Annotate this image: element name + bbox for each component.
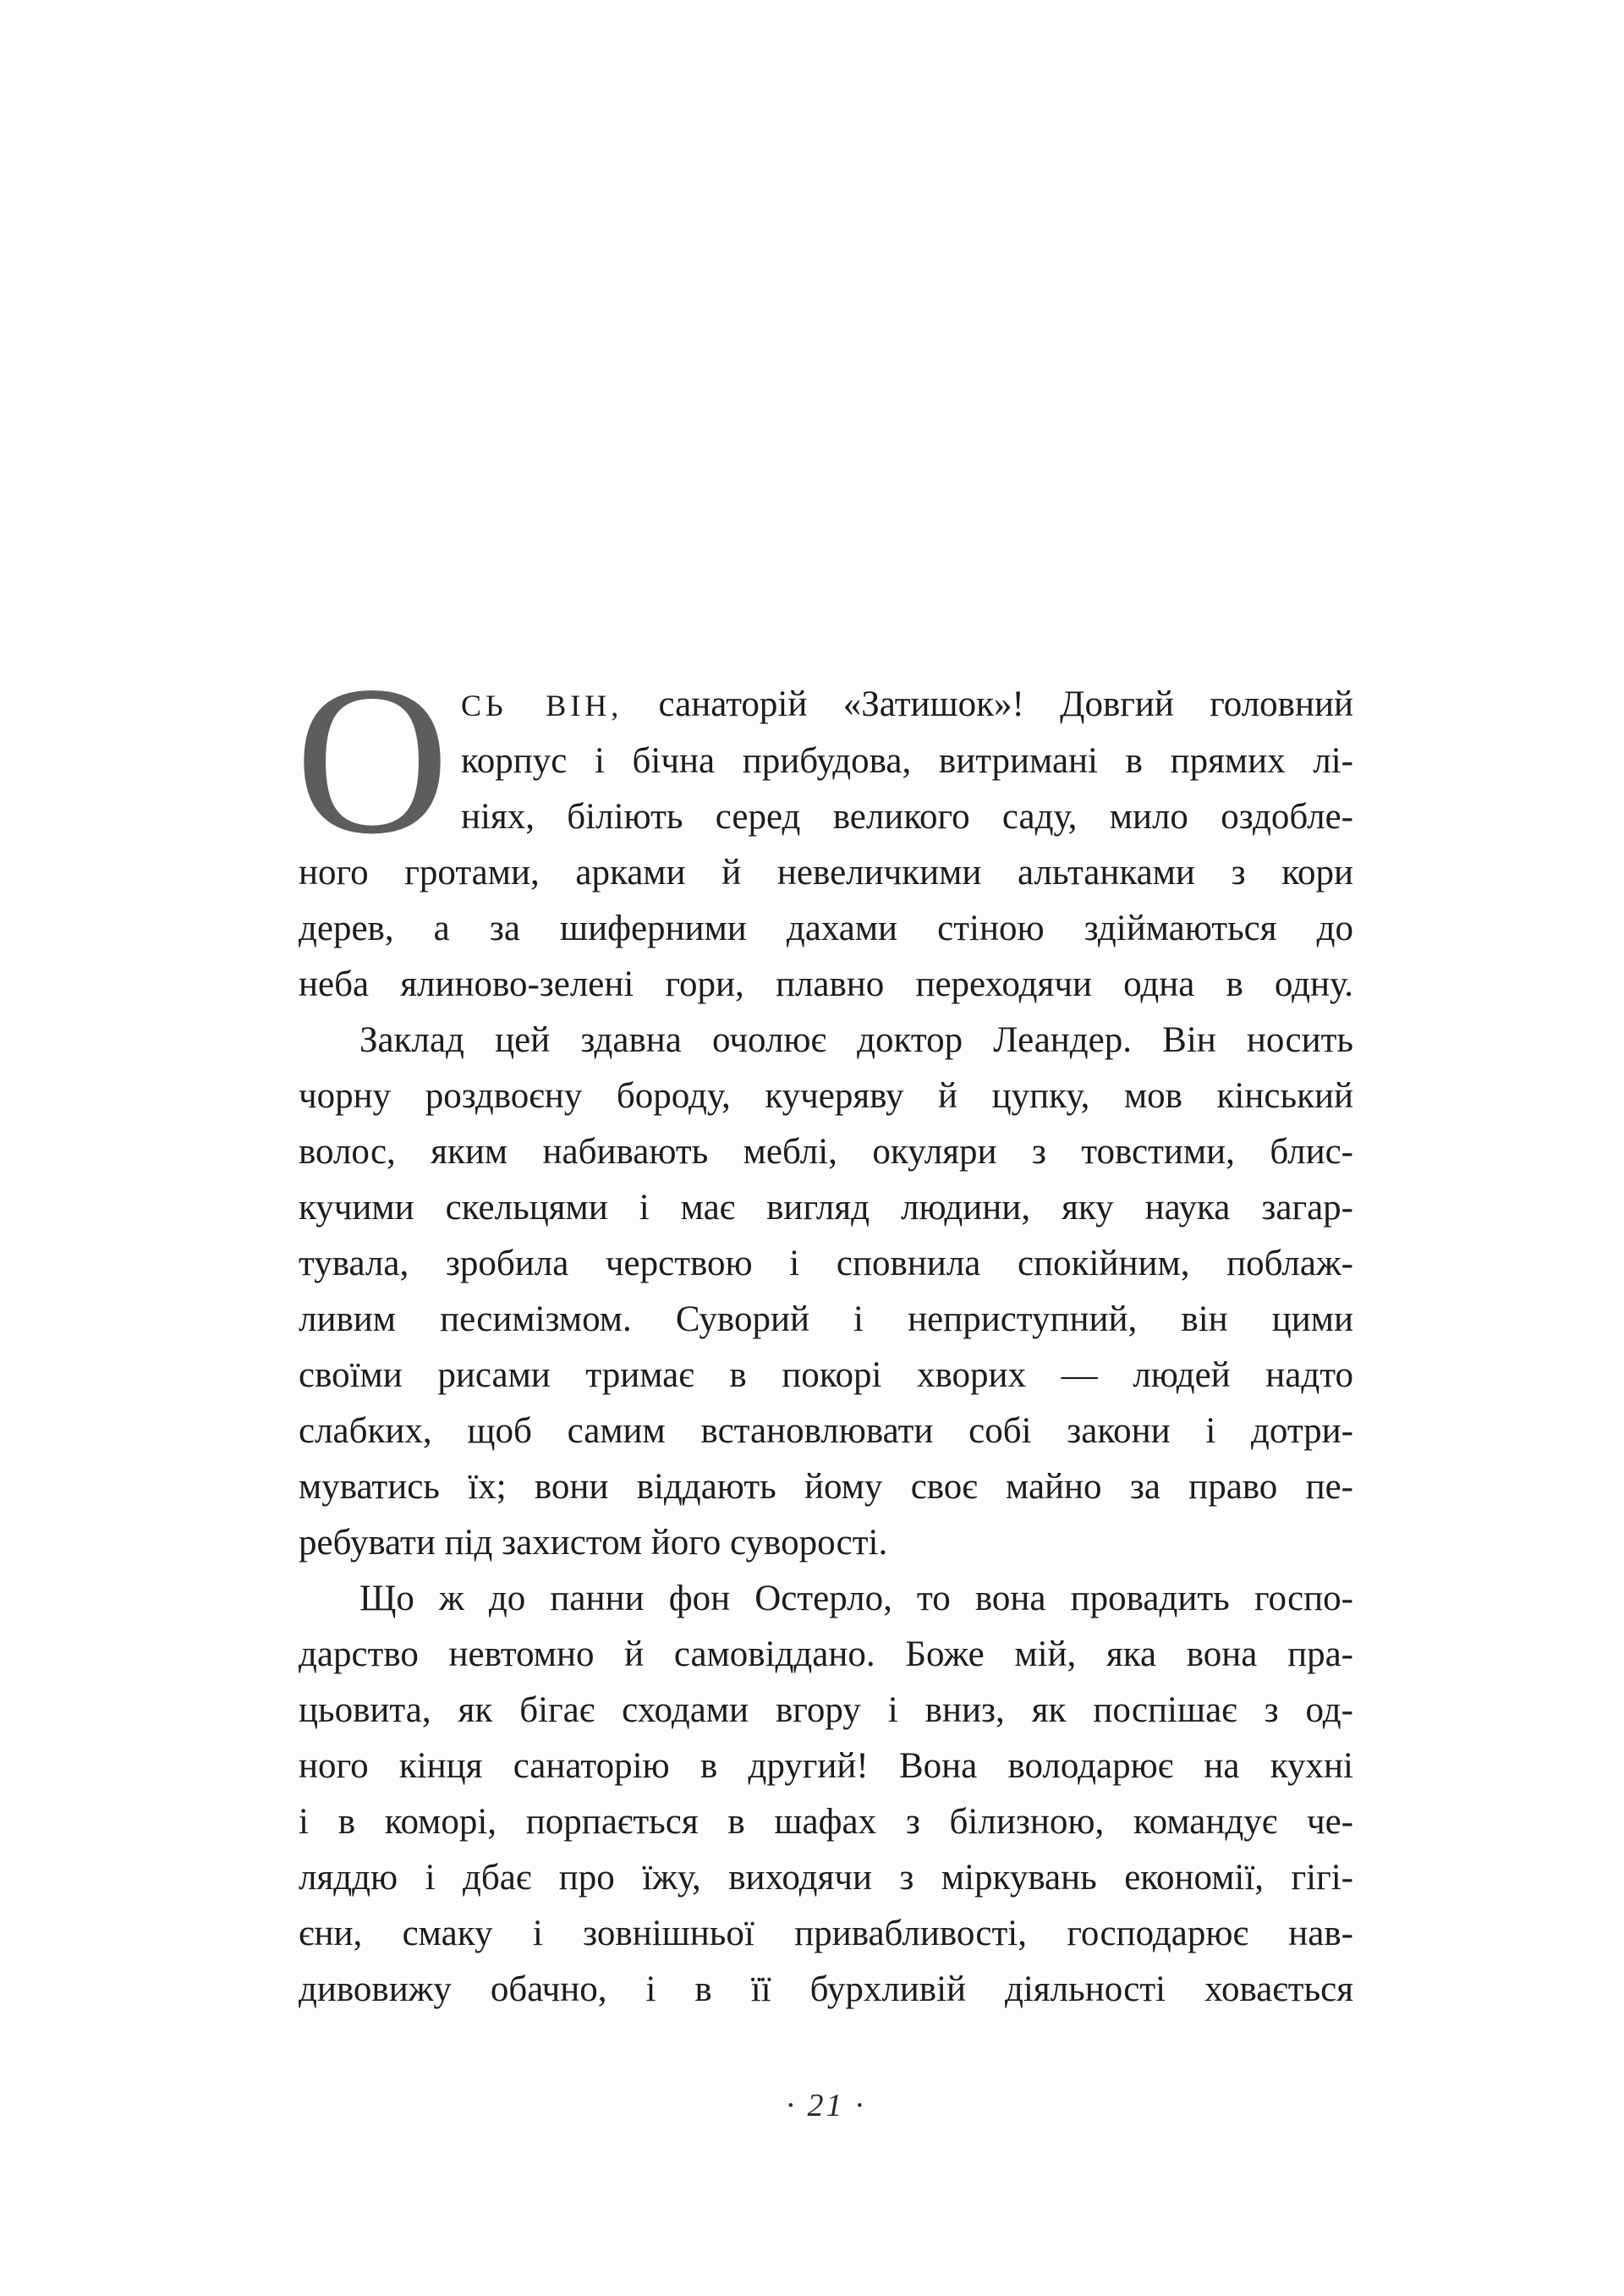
paragraph-3 (299, 1571, 1353, 2018)
text-line: корпус і бічна прибудова, витримані в прямих лі- (461, 741, 1353, 781)
text-line: волос, яким набивають меблі, окуляри з товстими, блис- (299, 1132, 1353, 1172)
text-line: Заклад цей здавна очолює доктор Леандер. Він носить (359, 1020, 1353, 1060)
paragraph-2 (299, 1013, 1353, 1571)
text-line: неба ялиново-зелені гори, плавно переходячи одна в одну. (299, 964, 1353, 1004)
page-number: · 21 · (786, 2088, 866, 2123)
text-line: єни, смаку і зовнішньої привабливості, господарює нав- (299, 1914, 1353, 1953)
text-line: ного кінця санаторію в другий! Вона володарює на кухні (299, 1746, 1353, 1786)
text-line: тувала, зробила черствою і сповнила спокійним, поблаж- (299, 1244, 1353, 1283)
text-line: чорну роздвоєну бороду, кучеряву й цупку, мов кінський (299, 1076, 1353, 1116)
text-line-rest: санаторій «Затишок»! Довгий головний (658, 684, 1354, 724)
text-line: ляддю і дбає про їжу, виходячи з міркувань економії, гігі- (299, 1858, 1353, 1898)
text-line: кучими скельцями і має вигляд людини, яку наука загар- (299, 1188, 1353, 1228)
text-block (295, 641, 1354, 2124)
text-line: Що ж до панни фон Остерло, то вона провадить госпо- (359, 1579, 1353, 1618)
text-line: ливим песимізмом. Суворий і неприступний, він цими (299, 1299, 1353, 1339)
text-line: дерев, а за шиферними дахами стіною здіймаються до (299, 909, 1353, 948)
text-line: муватись їх; вони віддають йому своє майно за право пе- (299, 1467, 1353, 1507)
text-line: цьовита, як бігає сходами вгору і вниз, як поспішає з од- (299, 1690, 1353, 1730)
text-line: дарство невтомно й самовіддано. Боже мій, яка вона пра- (299, 1634, 1353, 1674)
text-line: слабких, щоб самим встановлювати собі закони і дотри- (299, 1411, 1353, 1451)
drop-cap: О (295, 641, 449, 878)
text-line: і в коморі, порпається в шафах з білизною, командує че- (299, 1802, 1353, 1842)
text-line: дивовижу обачно, і в її бурхливій діяльності ховається (299, 1969, 1353, 2009)
opening-words: СЬ ВІН, (461, 689, 623, 722)
text-line: ребувати під захистом його суворості. (299, 1523, 888, 1563)
text-line: ніях, біліють серед великого саду, мило оздобле- (461, 797, 1353, 837)
text-line: своїми рисами тримає в покорі хворих — людей надто (299, 1355, 1353, 1395)
text-line: ного гротами, арками й невеличкими альтанками з кори (299, 853, 1353, 893)
